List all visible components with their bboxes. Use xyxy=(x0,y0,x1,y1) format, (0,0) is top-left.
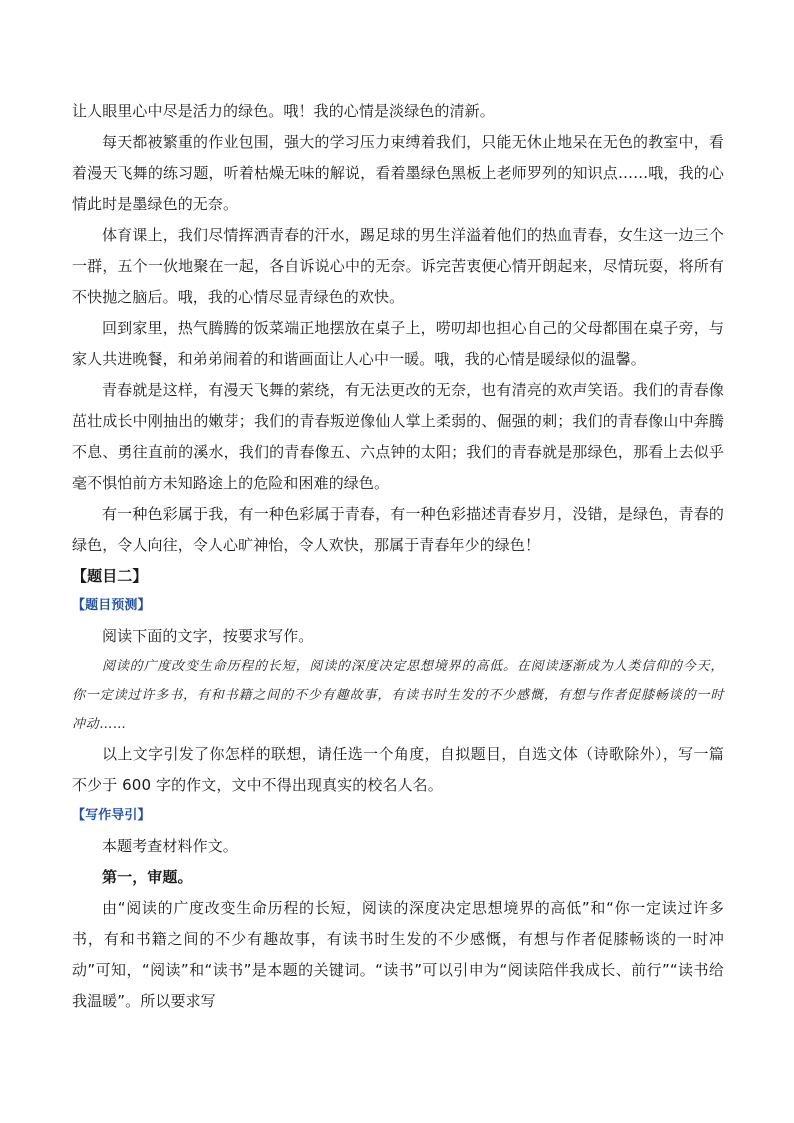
essay-paragraph: 让人眼里心中尽是活力的绿色。哦！我的心情是淡绿色的清新。 xyxy=(72,102,495,120)
instruction-text: 阅读下面的文字，按要求写作。 xyxy=(102,627,314,645)
section-title: 【题目二】 xyxy=(72,567,148,585)
essay-paragraph: 回到家里，热气腾腾的饭菜端正地摆放在桌子上，唠叨却也担心自己的父母都围在桌子旁，与家人共进晚餐，和弟弟闹着的和谐画面让人心中一暖。哦，我的心情是暖绿似的温馨。 xyxy=(72,319,724,368)
essay-paragraph: 青春就是这样，有漫天飞舞的萦绕，有无法更改的无奈，也有清亮的欢声笑语。我们的青春像茁壮成长中刚抽出的嫩芽；我们的青春叛逆像仙人掌上柔弱的、倔强的刺；我们的青春像山中奔腾不息、勇往直前的溪水，我们的青春像五、六点钟的太阳；我们的青春就是那绿色，那看上去似乎毫不惧怕前方未知路途上的危险和困难的绿色。 xyxy=(72,381,724,492)
step-title: 第一，审题。 xyxy=(102,868,193,886)
essay-paragraph: 体育课上，我们尽情挥洒青春的汗水，踢足球的男生洋溢着他们的热血青春，女生这一边三个一群，五个一伙地聚在一起，各自诉说心中的无奈。诉完苦衷便心情开朗起来，尽情玩耍，将所有不快抛之脑后。哦，我的心情尽显青绿色的欢快。 xyxy=(72,226,724,306)
document-page xyxy=(72,96,724,1017)
guide-intro: 本题考查材料作文。 xyxy=(102,837,238,855)
essay-paragraph: 有一种色彩属于我，有一种色彩属于青春，有一种色彩描述青春岁月，没错，是绿色，青春的绿色，令人向往，令人心旷神怡，令人欢快，那属于青春年少的绿色！ xyxy=(72,505,724,554)
essay-paragraph: 每天都被繁重的作业包围，强大的学习压力束缚着我们，只能无休止地呆在无色的教室中，看着漫天飞舞的练习题，听着枯燥无味的解说，看着墨绿色黑板上老师罗列的知识点……哦，我的心情此时是墨绿色的无奈。 xyxy=(72,133,724,213)
guide-tag: 【写作导引】 xyxy=(72,808,151,823)
requirement-text: 以上文字引发了你怎样的联想，请任选一个角度，自拟题目，自选文体（诗歌除外），写一篇不少于 600 字的作文，文中不得出现真实的校名人名。 xyxy=(72,745,724,794)
step-text: 由“阅读的广度改变生命历程的长短，阅读的深度决定思想境界的高低”和“你一定读过许多书，有和书籍之间的不少有趣故事，有读书时生发的不少感慨，有想与作者促膝畅谈的一时冲动”可知，“阅读”和“读书”是本题的关键词。“读书”可以引申为“阅读陪伴我成长、前行”“读书给我温暖”。所以要求写 xyxy=(72,899,724,1010)
reading-material: 阅读的广度改变生命历程的长短，阅读的深度决定思想境界的高低。在阅读逐渐成为人类信仰的今天，你一定读过许多书，有和书籍之间的不少有趣故事，有读书时生发的不少感慨，有想与作者促膝畅谈的一时冲动…… xyxy=(72,659,724,732)
prediction-tag: 【题目预测】 xyxy=(72,598,151,613)
